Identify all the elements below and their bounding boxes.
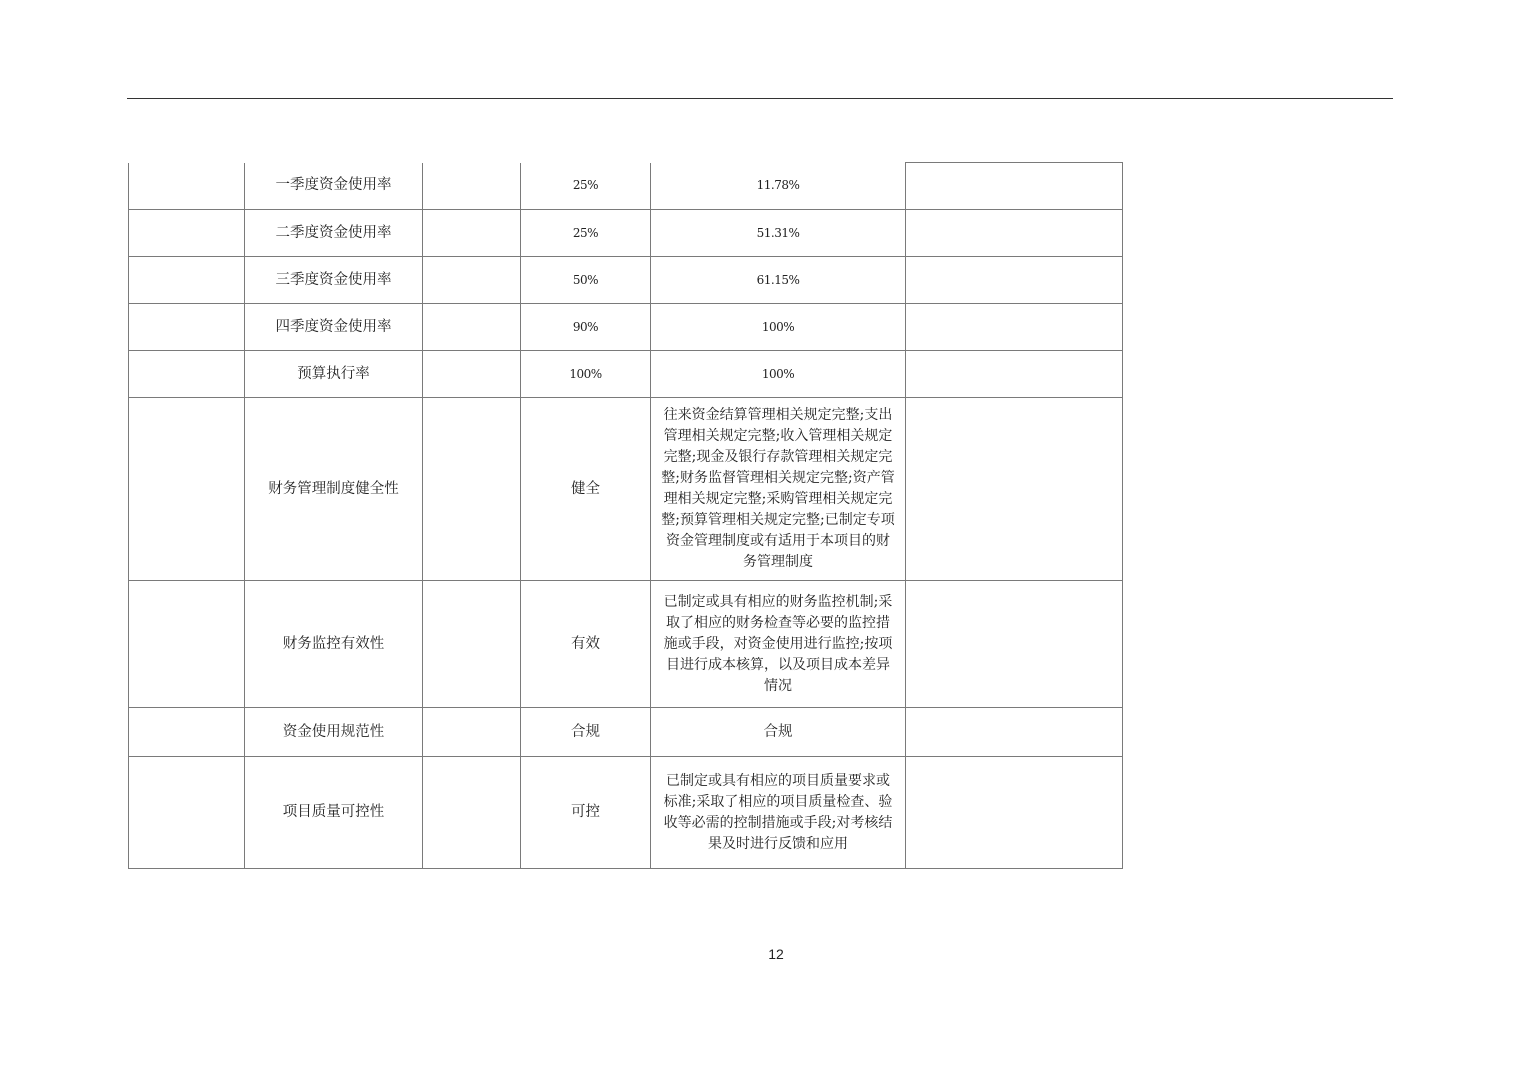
indicator-cell: 项目质量可控性 [245, 757, 423, 869]
remark-cell [906, 581, 1123, 708]
indicator-cell: 四季度资金使用率 [245, 304, 423, 351]
weight-cell [423, 708, 521, 757]
weight-cell [423, 257, 521, 304]
actual-cell: 合规 [651, 708, 906, 757]
target-cell: 可控 [521, 757, 651, 869]
actual-cell: 51.31% [651, 210, 906, 257]
table-row [129, 757, 1123, 869]
indicator-cell: 三季度资金使用率 [245, 257, 423, 304]
table-row [129, 304, 1123, 351]
actual-cell: 100% [651, 304, 906, 351]
remark-cell [906, 757, 1123, 869]
category-cell [129, 210, 245, 257]
actual-cell: 已制定或具有相应的项目质量要求或标准;采取了相应的项目质量检查、验收等必需的控制措施或手段;对考核结果及时进行反馈和应用 [651, 757, 906, 869]
weight-cell [423, 304, 521, 351]
target-cell: 健全 [521, 398, 651, 581]
actual-cell: 往来资金结算管理相关规定完整;支出管理相关规定完整;收入管理相关规定完整;现金及银行存款管理相关规定完整;财务监督管理相关规定完整;资产管理相关规定完整;采购管理相关规定完整;预算管理相关规定完整;已制定专项资金管理制度或有适用于本项目的财务管理制度 [651, 398, 906, 581]
weight-cell [423, 581, 521, 708]
page-number: 12 [768, 946, 784, 962]
category-cell [129, 351, 245, 398]
table-row [129, 257, 1123, 304]
indicator-cell: 财务管理制度健全性 [245, 398, 423, 581]
remark-cell [906, 351, 1123, 398]
weight-cell [423, 398, 521, 581]
indicator-cell: 财务监控有效性 [245, 581, 423, 708]
weight-cell [423, 351, 521, 398]
indicator-cell: 资金使用规范性 [245, 708, 423, 757]
category-cell [129, 257, 245, 304]
target-cell: 合规 [521, 708, 651, 757]
remark-cell [906, 257, 1123, 304]
target-cell: 25% [521, 210, 651, 257]
category-cell [129, 398, 245, 581]
category-cell [129, 163, 245, 210]
actual-cell: 61.15% [651, 257, 906, 304]
indicator-cell: 二季度资金使用率 [245, 210, 423, 257]
category-cell [129, 304, 245, 351]
table-row [129, 708, 1123, 757]
table-row [129, 398, 1123, 581]
remark-cell [906, 708, 1123, 757]
target-cell: 25% [521, 163, 651, 210]
table-row [129, 581, 1123, 708]
table-row [129, 163, 1123, 210]
indicator-cell: 预算执行率 [245, 351, 423, 398]
weight-cell [423, 163, 521, 210]
actual-cell: 11.78% [651, 163, 906, 210]
performance-indicator-table [128, 162, 1123, 869]
table-row [129, 210, 1123, 257]
header-rule [127, 98, 1393, 99]
remark-cell [906, 398, 1123, 581]
actual-cell: 已制定或具有相应的财务监控机制;采取了相应的财务检查等必要的监控措施或手段，对资金使用进行监控;按项目进行成本核算，以及项目成本差异情况 [651, 581, 906, 708]
target-cell: 100% [521, 351, 651, 398]
target-cell: 90% [521, 304, 651, 351]
weight-cell [423, 757, 521, 869]
category-cell [129, 757, 245, 869]
remark-cell [906, 210, 1123, 257]
remark-cell [906, 163, 1123, 210]
target-cell: 50% [521, 257, 651, 304]
target-cell: 有效 [521, 581, 651, 708]
remark-cell [906, 304, 1123, 351]
category-cell [129, 708, 245, 757]
weight-cell [423, 210, 521, 257]
indicator-cell: 一季度资金使用率 [245, 163, 423, 210]
table-row [129, 351, 1123, 398]
category-cell [129, 581, 245, 708]
actual-cell: 100% [651, 351, 906, 398]
